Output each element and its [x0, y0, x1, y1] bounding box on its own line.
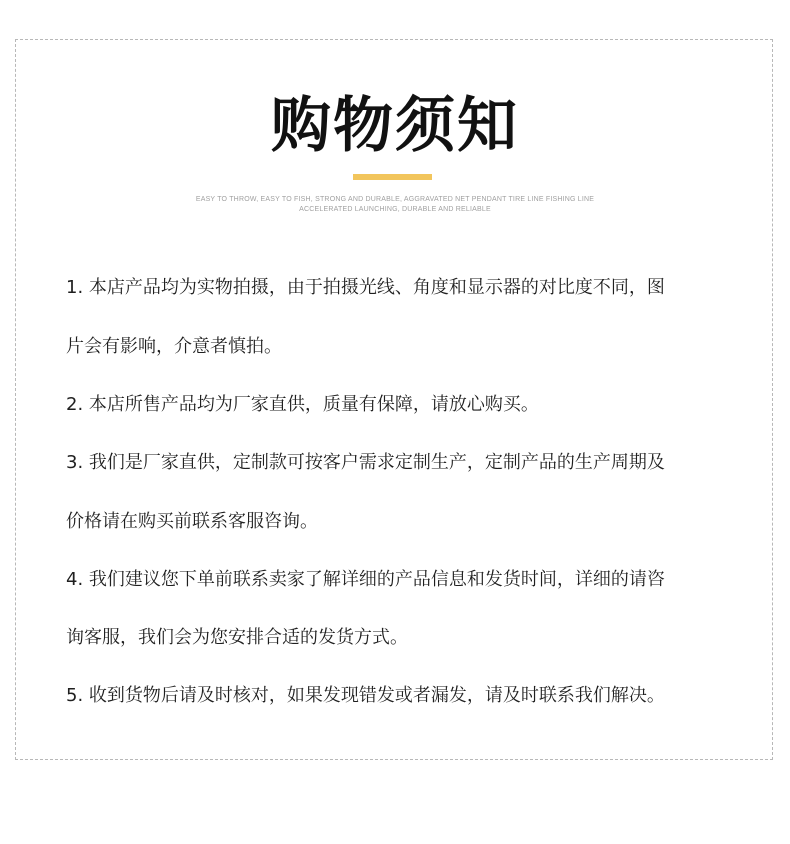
notice-line-5: 价格请在购买前联系客服咨询。: [66, 511, 318, 532]
subtitle-line-1: EASY TO THROW, EASY TO FISH, STRONG AND DURABLE, AGGRAVATED NET PENDANT TIRE LINE FISHING LINE: [195, 196, 595, 203]
notice-line-3: 2. 本店所售产品均为厂家直供，质量有保障，请放心购买。: [66, 394, 539, 415]
notice-line-6: 4. 我们建议您下单前联系卖家了解详细的产品信息和发货时间，详细的请咨: [66, 569, 665, 590]
subtitle-line-2: ACCELERATED LAUNCHING, DURABLE AND RELIABLE: [299, 206, 491, 213]
notice-line-8: 5. 收到货物后请及时核对，如果发现错发或者漏发，请及时联系我们解决。: [66, 685, 665, 706]
page-title: 购物须知: [271, 91, 519, 161]
title-accent-bar: [353, 174, 432, 180]
notice-line-4: 3. 我们是厂家直供，定制款可按客户需求定制生产，定制产品的生产周期及: [66, 452, 665, 473]
notice-line-1: 1. 本店产品均为实物拍摄，由于拍摄光线、角度和显示器的对比度不同，图: [66, 277, 665, 298]
notice-line-2: 片会有影响，介意者慎拍。: [66, 336, 282, 357]
notice-line-7: 询客服，我们会为您安排合适的发货方式。: [66, 627, 408, 648]
